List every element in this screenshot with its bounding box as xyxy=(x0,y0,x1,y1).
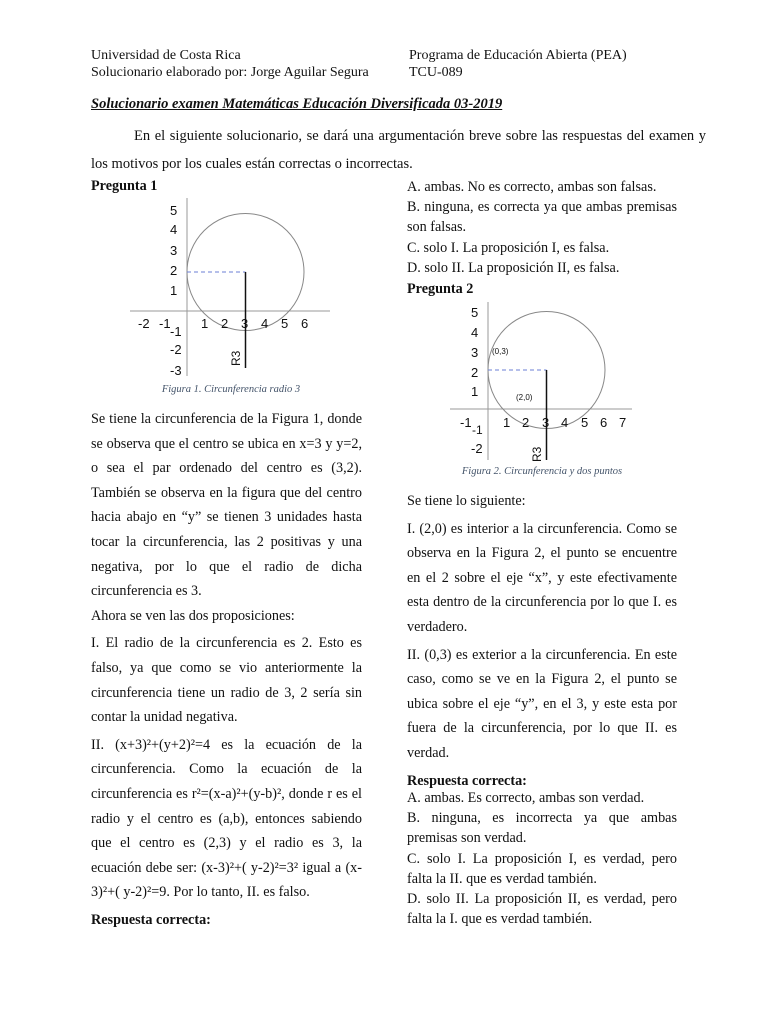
y-tick-2: 2 xyxy=(170,263,178,278)
intro-text: En el siguiente solucionario, se dará una argumentación breve sobre las respuestas del examen y los motivos por los cuales están correctas o incorrectas. xyxy=(91,128,706,172)
y-tick-3: 3 xyxy=(170,243,178,258)
q2-heading: Pregunta 2 xyxy=(407,281,474,297)
q2-paragraph-2: I. (2,0) es interior a la circunferencia. Como se observa en la Figura 2, el punto se encuentre en el 2 sobre el eje “x”, y este efectivamente esta dentro de la circunferencia por lo que I. es verdadero. xyxy=(407,520,677,635)
q1-paragraph-3: I. El radio de la circunferencia es 2. Esto es falso, ya que como se vio anteriormente la circunferencia tiene un radio de 3, 2 sería sin contar la unidad negativa. xyxy=(91,635,362,726)
y-tick-neg3: -3 xyxy=(170,363,182,378)
q1-paragraph-4: II. (x+3)²+(y+2)²=4 es la ecuación de la circunferencia. Como la ecuación de la circunferencia es r²=(x-a)²+(y-b)², donde r es el radio y el centro es (a,b), entonces sabiendo que el centro es (2,3) y el radio es 3, la ecuación debe ser: (x-3)²+( y-2)²=3² igual a (x-3)²+( y-2)²=9. Por lo tanto, II. es falso. xyxy=(91,736,362,901)
course-code: TCU-089 xyxy=(409,65,463,80)
y-tick-5: 5 xyxy=(170,203,178,218)
q1-option-b: B. ninguna, es correcta ya que ambas premisas son falsas. xyxy=(407,199,677,236)
x-tick-4: 4 xyxy=(561,415,569,430)
x-tick-2: 2 xyxy=(221,316,229,331)
x-tick-4: 4 xyxy=(261,316,269,331)
x-tick-2: 2 xyxy=(522,415,530,430)
q1-paragraph-1: Se tiene la circunferencia de la Figura 1, donde se observa que el centro se ubica en x=3 y y=2, o sea el par ordenado del centro es (3,2). También se observa en la figura que del centro hacia abajo en “y” se tienen 3 unidades hasta tocar la circunferencia, las 2 positivas y una negativa, por lo que el radio de dicha circunferencia es 3. xyxy=(91,411,362,600)
y-tick-5: 5 xyxy=(471,305,479,320)
figure-1-plot xyxy=(130,198,330,378)
intro-paragraph xyxy=(91,122,706,178)
point-b-label: (2,0) xyxy=(516,393,533,402)
q2-paragraph-1: Se tiene lo siguiente: xyxy=(407,493,526,509)
q2-body xyxy=(407,489,677,793)
program-name: Programa de Educación Abierta (PEA) xyxy=(409,48,627,63)
y-tick-1: 1 xyxy=(471,384,479,399)
q1-option-d: D. solo II. La proposición II, es falsa. xyxy=(407,259,620,276)
header-left xyxy=(91,47,369,81)
q2-option-b: B. ninguna, es incorrecta ya que ambas premisas son verdad. xyxy=(407,810,677,847)
x-tick-3: 3 xyxy=(542,415,550,430)
radius-label: R3 xyxy=(530,446,544,462)
author-line: Solucionario elaborado por: Jorge Aguilar Segura xyxy=(91,65,369,80)
y-tick-4: 4 xyxy=(170,222,178,237)
figure-2-caption: Figura 2. Circunferencia y dos puntos xyxy=(461,466,623,477)
q2-answer-heading: Respuesta correcta: xyxy=(407,772,527,789)
q1-heading: Pregunta 1 xyxy=(91,178,158,194)
x-tick-1: 1 xyxy=(201,316,209,331)
y-tick-neg2: -2 xyxy=(170,342,182,357)
y-tick-2: 2 xyxy=(471,365,479,380)
y-tick-1: 1 xyxy=(170,283,178,298)
q1-options xyxy=(407,177,677,278)
y-tick-4: 4 xyxy=(471,325,479,340)
y-tick-3: 3 xyxy=(471,345,479,360)
x-tick-neg1-sub: -1 xyxy=(472,423,483,437)
q2-option-d: D. solo II. La proposición II, es verdad, pero falta la I. que es verdad también. xyxy=(407,891,677,928)
radius-label: R3 xyxy=(229,350,243,366)
university-name: Universidad de Costa Rica xyxy=(91,48,241,63)
x-tick-3: 3 xyxy=(241,316,249,331)
q1-option-a: A. ambas. No es correcto, ambas son falsas. xyxy=(407,179,657,195)
q1-paragraph-2: Ahora se ven las dos proposiciones: xyxy=(91,607,295,624)
document-title: Solucionario examen Matemáticas Educación Diversificada 03-2019 xyxy=(91,96,503,112)
y-tick-neg2: -2 xyxy=(471,441,483,456)
x-tick-1: 1 xyxy=(503,415,511,430)
x-tick-6: 6 xyxy=(600,415,608,430)
x-tick-5: 5 xyxy=(581,415,589,430)
q2-paragraph-3: II. (0,3) es exterior a la circunferencia. En este caso, como se ve en la Figura 2, el punto se ubica sobre el eje “y”, en el 3, y este esta por fuera de la circunferencia, por lo que II. es verdad. xyxy=(407,646,677,761)
point-a-label: (0,3) xyxy=(492,347,509,356)
q2-option-a: A. ambas. Es correcto, ambas son verdad. xyxy=(407,790,645,806)
q1-option-c: C. solo I. La proposición I, es falsa. xyxy=(407,239,610,256)
q1-body xyxy=(91,407,362,932)
q2-option-c: C. solo I. La proposición I, es verdad, pero falta la II. que es verdad también. xyxy=(407,850,677,887)
x-tick-6: 6 xyxy=(301,316,309,331)
x-tick-neg1: -1 xyxy=(159,316,171,331)
header-right xyxy=(409,47,627,81)
figure-1-caption: Figura 1. Circunferencia radio 3 xyxy=(161,384,301,395)
x-tick-neg1: -1 xyxy=(460,415,472,430)
x-tick-7: 7 xyxy=(619,415,627,430)
x-tick-neg2: -2 xyxy=(138,316,150,331)
x-tick-neg1-sub: -1 xyxy=(170,324,182,339)
x-tick-5: 5 xyxy=(281,316,289,331)
figure-2-plot xyxy=(450,302,635,462)
q1-answer-heading: Respuesta correcta: xyxy=(91,911,211,928)
q2-options xyxy=(407,788,677,929)
